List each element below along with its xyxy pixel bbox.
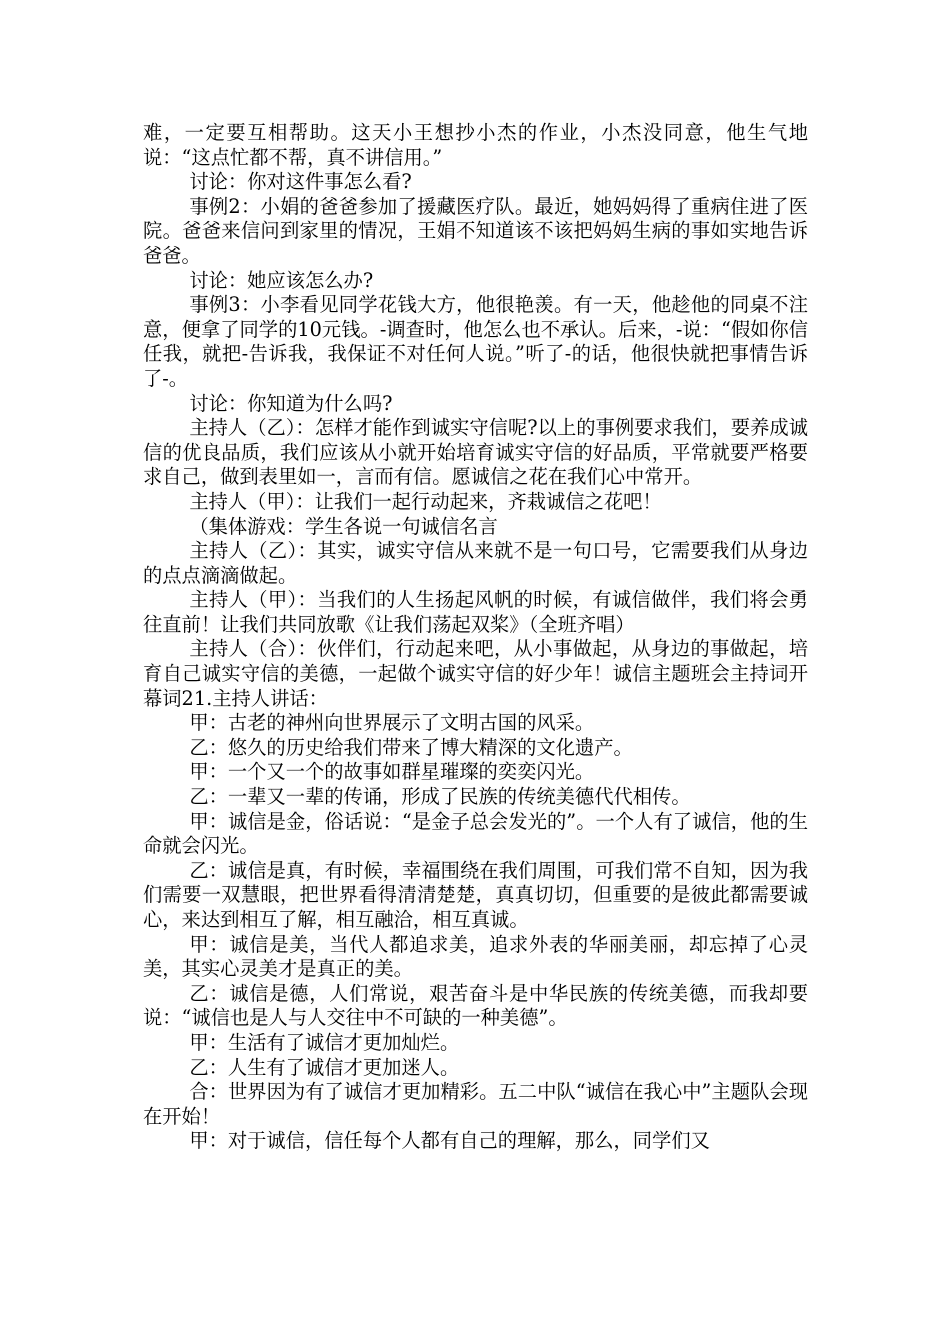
paragraph-3: 事例2：小娟的爸爸参加了援藏医疗队。最近，她妈妈得了重病住进了医院。爸爸来信问到家里的情况，王娟不知道该不该把妈妈生病的事如实地告诉爸爸。: [143, 194, 808, 267]
paragraph-8: 主持人（甲）：让我们一起行动起来，齐栽诚信之花吧！: [189, 489, 662, 513]
paragraph-9: （集体游戏：学生各说一句诚信名言: [189, 514, 498, 538]
paragraph-23: 合：世界因为有了诚信才更加精彩。五二中队“诚信在我心中”主题队会现在开始！: [143, 1080, 808, 1128]
paragraph-18: 乙：诚信是真，有时候，幸福围绕在我们周围，可我们常不自知，因为我们需要一双慧眼，把世界看得清清楚楚，真真切切，但重要的是彼此都需要诚心，来达到相互了解，相互融洽，相互真诚。: [143, 858, 808, 931]
paragraph-15: 甲：一个又一个的故事如群星璀璨的奕奕闪光。: [189, 760, 595, 784]
paragraph-22: 乙：人生有了诚信才更加迷人。: [189, 1055, 460, 1079]
paragraph-5: 事例3：小李看见同学花钱大方，他很艳羡。有一天，他趁他的同桌不注意，便拿了同学的10元钱。-调查时，他怎么也不承认。后来，-说：“假如你信任我，就把-告诉我，我保证不对任何人说。”听了-的话，他很快就把事情告诉了-。: [143, 293, 808, 390]
paragraph-21: 甲：生活有了诚信才更加灿烂。: [189, 1030, 460, 1054]
paragraph-2: 讨论：你对这件事怎么看?: [189, 170, 412, 194]
paragraph-4: 讨论：她应该怎么办?: [189, 268, 374, 292]
paragraph-17: 甲：诚信是金，俗话说：“是金子总会发光的”。一个人有了诚信，他的生命就会闪光。: [143, 809, 808, 858]
paragraph-14: 乙：悠久的历史给我们带来了博大精深的文化遗产。: [189, 735, 633, 759]
paragraph-10: 主持人（乙）：其实，诚实守信从来就不是一句口号，它需要我们从身边的点点滴滴做起。: [143, 539, 808, 587]
paragraph-1: 难，一定要互相帮助。这天小王想抄小杰的作业，小杰没同意，他生气地说：“这点忙都不帮，真不讲信用。”: [143, 121, 808, 169]
paragraph-11: 主持人（甲）：当我们的人生扬起风帆的时候，有诚信做伴，我们将会勇往直前！让我们共同放歌《让我们荡起双桨》（全班齐唱）: [143, 588, 808, 636]
paragraph-19: 甲：诚信是美，当代人都追求美，追求外表的华丽美丽，却忘掉了心灵美，其实心灵美才是真正的美。: [143, 932, 808, 981]
paragraph-7: 主持人（乙）：怎样才能作到诚实守信呢?以上的事例要求我们，要养成诚信的优良品质，我们应该从小就开始培育诚实守信的好品质，平常就要严格要求自己，做到表里如一，言而有信。愿诚信之花在我们心中常开。: [143, 416, 808, 489]
paragraph-20: 乙：诚信是德，人们常说，艰苦奋斗是中华民族的传统美德，而我却要说：“诚信也是人与人交往中不可缺的一种美德”。: [143, 981, 808, 1030]
paragraph-13: 甲：古老的神州向世界展示了文明古国的风采。: [189, 711, 595, 735]
paragraph-6: 讨论：你知道为什么吗?: [189, 391, 393, 415]
paragraph-12: 主持人（合）：伙伴们，行动起来吧，从小事做起，从身边的事做起，培育自己诚实守信的美德，一起做个诚实守信的好少年！诚信主题班会主持词开幕词21.主持人讲话：: [143, 637, 808, 710]
paragraph-24: 甲：对于诚信，信任每个人都有自己的理解，那么，同学们又: [189, 1129, 710, 1153]
document-page: [143, 121, 808, 1154]
paragraph-16: 乙：一辈又一辈的传诵，形成了民族的传统美德代代相传。: [189, 785, 691, 809]
